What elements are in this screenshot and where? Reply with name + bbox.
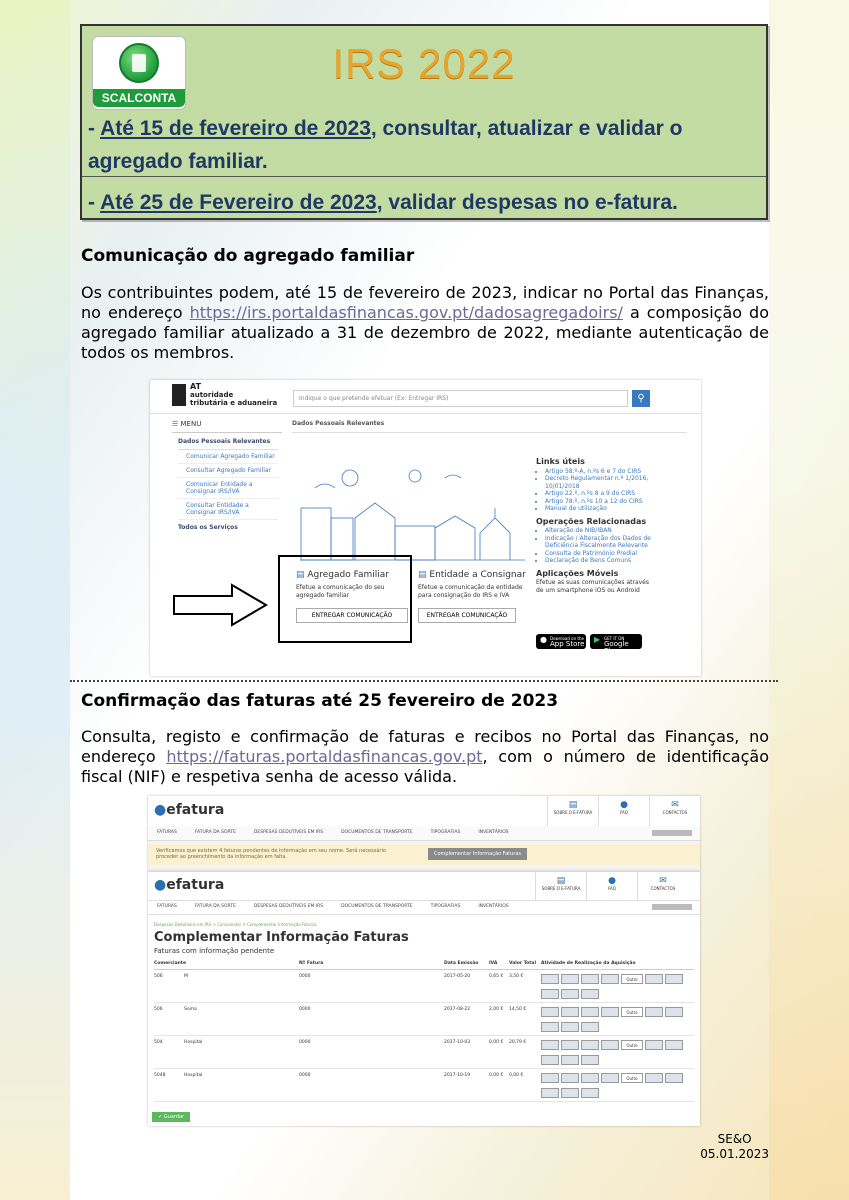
activity-icon[interactable] [601, 974, 619, 984]
top-link-label: FAQ [608, 886, 616, 891]
top-link-label: CONTACTOS [650, 886, 676, 891]
links-title: Links úteis [536, 457, 585, 466]
activity-icon[interactable] [581, 1073, 599, 1083]
efatura-screenshot [148, 796, 700, 1126]
at-breadcrumb: Dados Pessoais Relevantes [292, 416, 687, 433]
document-icon: ▤ [296, 570, 305, 580]
efatura-nav-back [148, 826, 700, 841]
section-heading-agregado: Comunicação do agregado familiar [81, 246, 415, 266]
efatura-brand [154, 877, 224, 893]
cell-num: 0000 [299, 1073, 311, 1078]
links-item[interactable]: • Artigo 22.º, n.ºs 8 a 9 do CIRS [545, 490, 654, 498]
card-entidade-title [418, 570, 530, 580]
save-button[interactable]: ✓ Guardar [152, 1112, 190, 1122]
activity-icon[interactable] [541, 989, 559, 999]
nav-item[interactable]: FATURA DA SORTE [194, 830, 236, 835]
ops-title: Operações Relacionadas [536, 516, 647, 526]
ops-list [536, 527, 654, 565]
efatura-main [148, 872, 700, 1126]
activity-icon[interactable] [665, 1040, 683, 1050]
banner-title: IRS 2022 [332, 40, 516, 87]
badge-small-text: GET IT ON [604, 636, 625, 641]
top-link[interactable] [547, 796, 598, 826]
column-header: Valor Total [509, 961, 536, 966]
activity-icon[interactable] [665, 974, 683, 984]
faq-icon: ● [620, 800, 628, 810]
top-link[interactable] [598, 796, 649, 826]
table-row [154, 1003, 694, 1036]
deadline-text-2: , validar despesas no e-fatura. [376, 191, 678, 214]
merchant-name: Soma [184, 1007, 197, 1012]
activity-icon[interactable] [601, 1040, 619, 1050]
page-title: Complementar Informação Faturas [154, 930, 409, 945]
table-row [154, 1036, 694, 1069]
top-link-label: FAQ [620, 810, 628, 815]
section-paragraph-agregado [81, 283, 769, 363]
google-play-badge[interactable] [590, 634, 642, 655]
nav-item[interactable]: INVENTÁRIOS [478, 904, 509, 909]
sidebar-item[interactable]: Comunicar Agregado Familiar [178, 450, 278, 464]
column-header: IVA [489, 961, 498, 966]
bullet-dash: - [88, 191, 101, 214]
merchant-cell [154, 974, 299, 1002]
table-header [154, 959, 694, 970]
hamburger-icon: ☰ [172, 420, 179, 428]
nav-item[interactable]: FATURAS [157, 830, 177, 835]
cell-num: 0000 [299, 1040, 311, 1045]
top-link-label: SOBRE O E-FATURA [541, 886, 581, 891]
at-logo-text [190, 383, 277, 407]
activity-selector [541, 1073, 694, 1101]
pending-notice [148, 844, 700, 866]
footer-initials: SE&O [717, 1132, 752, 1146]
activity-icon[interactable] [645, 1073, 663, 1083]
highlight-box [278, 555, 412, 643]
top-link-label: SOBRE O E-FATURA [553, 810, 593, 815]
activity-selector [541, 974, 694, 1002]
apps-text: Efetue as suas comunicações através de um smartphone iOS ou Android [536, 579, 649, 594]
activity-icon[interactable] [541, 1007, 559, 1017]
apps-title: Aplicações Móveis [536, 568, 619, 578]
sidebar-items [178, 450, 278, 520]
card-agregado-text: Efetue a comunicação do seu agregado familiar [296, 584, 385, 599]
sidebar-item[interactable]: Consultar Agregado Familiar [178, 464, 278, 478]
column-header: Atividade de Realização da Aquisição [541, 961, 636, 966]
deadline-text-1: , consultar, atualizar e validar o [370, 117, 683, 140]
efatura-header-back [148, 796, 700, 827]
cell-total: 3,50 € [509, 974, 524, 979]
merchant-nif: 506 [154, 974, 163, 979]
at-logo-line: AT [190, 382, 202, 391]
activity-icon[interactable] [581, 974, 599, 984]
cell-date: 2017-10-03 [444, 1040, 471, 1045]
links-item[interactable]: • Artigo 78.º, n.ºs 10 a 12 do CIRS [545, 498, 654, 506]
paragraph-text: Os contribuintes podem, até 15 de fevereiro de 2023, indicar no Portal das Finanças, no endereço [81, 283, 769, 322]
entregar-agregado-button[interactable]: ENTREGAR COMUNICAÇÃO [296, 608, 408, 623]
nav-item[interactable]: INVENTÁRIOS [478, 830, 509, 835]
activity-icon[interactable] [581, 1007, 599, 1017]
activity-icon[interactable] [581, 1088, 599, 1098]
at-logo-line: tributária e aduaneira [190, 399, 278, 407]
ops-item[interactable]: • Alteração de NIB/IBAN [545, 527, 654, 535]
merchant-name: M [184, 974, 188, 979]
cell-iva: 0,65 € [489, 974, 504, 979]
info-icon: ▤ [556, 876, 566, 886]
sidebar-item[interactable]: Comunicar Entidade a Consignar IRS/IVA [178, 478, 278, 499]
column-header: Data Emissão [444, 961, 479, 966]
footer-date: 05.01.2023 [700, 1147, 769, 1161]
efatura-header [148, 872, 700, 901]
activity-icon[interactable] [601, 1073, 619, 1083]
table-row [154, 970, 694, 1003]
efatura-logo-icon: ● [154, 877, 167, 893]
cell-date: 2017-08-22 [444, 1007, 471, 1012]
activity-icon[interactable] [541, 974, 559, 984]
app-store-badge[interactable] [536, 634, 586, 649]
badge-text: App Store [550, 640, 585, 648]
activity-selector [541, 1007, 694, 1035]
activity-icon[interactable] [561, 989, 579, 999]
links-list [536, 468, 654, 513]
badge-text: Google Play [604, 640, 629, 655]
deadline-text-1-cont: agregado familiar. [88, 150, 268, 173]
efatura-breadcrumb: Despesas Dedutíveis em IRS > Consumidor > Complementar Informação Faturas [154, 922, 317, 927]
activity-icon[interactable] [581, 1022, 599, 1032]
section-heading-faturas: Confirmação das faturas até 25 fevereiro de 2023 [81, 691, 559, 711]
activity-icon[interactable] [561, 1007, 579, 1017]
activity-icon[interactable] [561, 974, 579, 984]
card-title-text: Agregado Familiar [307, 570, 389, 580]
footer [700, 1132, 769, 1162]
at-logo-line: autoridade [190, 391, 234, 399]
ops-item[interactable]: • Declaração de Bens Comuns [545, 557, 654, 565]
page-subtitle: Faturas com informação pendente [154, 947, 275, 955]
background-left-edge [0, 0, 70, 1200]
menu-button[interactable] [172, 416, 282, 433]
activity-other-button[interactable]: Outro [621, 1007, 643, 1017]
activity-icon[interactable] [541, 1073, 559, 1083]
at-portal-screenshot [150, 380, 701, 676]
merchant-nif: 504 [154, 1040, 163, 1045]
nav-item[interactable]: FATURAS [157, 904, 177, 909]
card-entidade-text: Efetue a comunicação da entidade para consignação do IRS e IVA [418, 584, 523, 599]
nav-item[interactable]: TIPOGRAFIAS [430, 904, 461, 909]
badge-small-text: Download on the [550, 636, 584, 641]
activity-icon[interactable] [561, 1040, 579, 1050]
activity-icon[interactable] [665, 1007, 683, 1017]
activity-icon[interactable] [581, 1055, 599, 1065]
efatura-link[interactable]: https://faturas.portaldasfinancas.gov.pt [166, 747, 483, 766]
top-link[interactable] [586, 872, 637, 900]
ops-item[interactable]: • Consulta de Património Predial [545, 550, 654, 558]
ops-item[interactable]: • Indicação / Alteração dos Dados de Deficiência Fiscalmente Relevante [545, 535, 654, 550]
activity-other-button[interactable]: Outro [621, 1040, 643, 1050]
activity-icon[interactable] [581, 989, 599, 999]
activity-icon[interactable] [561, 1088, 579, 1098]
nav-search-box[interactable] [652, 904, 692, 910]
activity-icon[interactable] [561, 1022, 579, 1032]
paragraph-text: , com o número de identificação fiscal (NIF) e respetiva senha de acesso válida. [81, 747, 770, 786]
merchant-nif: 506 [154, 1007, 163, 1012]
links-item[interactable]: • Manual de utilização [545, 505, 654, 513]
mail-icon: ✉ [659, 876, 667, 886]
faq-icon: ● [608, 876, 616, 886]
activity-selector [541, 1040, 694, 1068]
merchant-cell [154, 1007, 299, 1035]
brand-text: efatura [166, 802, 225, 818]
merchant-cell [154, 1073, 299, 1101]
activity-icon[interactable] [561, 1055, 579, 1065]
activity-icon[interactable] [581, 1040, 599, 1050]
efatura-nav [148, 900, 700, 915]
nav-search-box[interactable] [652, 830, 692, 836]
cell-iva: 0,00 € [489, 1040, 504, 1045]
cell-iva: 0,00 € [489, 1073, 504, 1078]
section-paragraph-faturas [81, 727, 769, 787]
top-link[interactable] [649, 796, 700, 826]
activity-other-button[interactable]: Outro [621, 1073, 643, 1083]
activity-icon[interactable] [645, 1040, 663, 1050]
cell-total: 20,79 € [509, 1040, 527, 1045]
nav-item[interactable]: FATURA DA SORTE [194, 904, 236, 909]
banner-divider [82, 176, 766, 177]
save-label: Guardar [163, 1114, 185, 1120]
paragraph-text: a composição do agregado familiar atualizado a 31 de dezembro de 2022, mediante autenticação de todos os membros. [81, 303, 769, 362]
document-icon: ▤ [418, 570, 427, 580]
deadline-date-1: Até 15 de fevereiro de 2023 [100, 117, 371, 140]
activity-icon[interactable] [541, 1022, 559, 1032]
links-item[interactable]: • Artigo 58.º-A, n.ºs 6 e 7 do CIRS [545, 468, 654, 476]
top-link[interactable] [535, 872, 586, 900]
activity-icon[interactable] [665, 1073, 683, 1083]
activity-icon[interactable] [541, 1055, 559, 1065]
nav-item[interactable]: DOCUMENTOS DE TRANSPORTE [341, 904, 413, 909]
header-banner [80, 24, 768, 220]
activity-other-button[interactable]: Outro [621, 974, 643, 984]
at-logo-icon [172, 384, 186, 406]
at-search-input[interactable]: Indique o que pretende efetuar (Ex: Entregar IRS) [293, 390, 628, 407]
column-header: Nº Fatura [299, 961, 324, 966]
nav-item[interactable]: DOCUMENTOS DE TRANSPORTE [341, 830, 413, 835]
cell-date: 2017-05-20 [444, 974, 471, 979]
cell-iva: 2,00 € [489, 1007, 504, 1012]
info-icon: ▤ [568, 800, 578, 810]
logo-text: SCALCONTA [93, 89, 185, 107]
cell-total: 14,50 € [509, 1007, 527, 1012]
card-title-text: Entidade a Consignar [429, 570, 526, 580]
merchant-nif: 5048 [154, 1073, 166, 1078]
sidebar-all-services[interactable]: Todos os Serviços [178, 524, 238, 531]
city-illustration [295, 448, 530, 563]
cell-date: 2017-10-19 [444, 1073, 471, 1078]
activity-icon[interactable] [645, 1007, 663, 1017]
arrow-right-icon [172, 583, 268, 627]
efatura-top-links [547, 796, 700, 826]
paragraph-text: Consulta, registo e confirmação de faturas e recibos no Portal das Finanças, no endereço [81, 727, 769, 766]
nav-item[interactable]: DESPESAS DEDUTÍVEIS EM IRS [253, 830, 324, 835]
deadline-line-1 [88, 112, 760, 178]
mail-icon: ✉ [671, 800, 679, 810]
bullet-dash: - [88, 117, 101, 140]
sidebar-section[interactable]: Dados Pessoais Relevantes [178, 436, 278, 450]
deadline-line-2 [88, 186, 760, 219]
section-divider [70, 680, 778, 682]
merchant-name: Hospital [184, 1040, 203, 1045]
activity-icon[interactable] [561, 1073, 579, 1083]
nav-item[interactable]: TIPOGRAFIAS [430, 830, 461, 835]
merchant-cell [154, 1040, 299, 1068]
activity-icon[interactable] [645, 974, 663, 984]
notice-text: Verificamos que existem 4 faturas pendentes de informação em seu nome. Será necessário proceder ao preenchimento da informação em falta. [156, 848, 386, 860]
activity-icon[interactable] [541, 1088, 559, 1098]
sidebar-item[interactable]: Consultar Entidade a Consignar IRS/IVA [178, 499, 278, 520]
merchant-name: Hospital [184, 1073, 203, 1078]
background-right-edge [769, 0, 849, 1200]
search-icon[interactable]: ⚲ [632, 390, 650, 407]
at-sidebar [178, 436, 278, 535]
invoices-table [154, 959, 694, 1102]
cell-num: 0000 [299, 974, 311, 979]
card-entidade [418, 570, 530, 623]
at-header [150, 380, 701, 414]
complementar-button[interactable]: Complementar Informação Faturas [428, 848, 527, 860]
play-icon: ▶ [594, 635, 601, 644]
efatura-brand [154, 802, 224, 818]
activity-icon[interactable] [541, 1040, 559, 1050]
column-header: Comerciante [154, 961, 187, 966]
agregado-link[interactable]: https://irs.portaldasfinancas.gov.pt/dadosagregadoirs/ [189, 303, 623, 322]
cell-num: 0000 [299, 1007, 311, 1012]
links-item[interactable]: • Decreto Regulamentar n.º 1/2016, 10/01/2018 [545, 475, 654, 490]
deadline-date-2: Até 25 de Fevereiro de 2023 [100, 191, 377, 214]
cell-total: 0,00 € [509, 1073, 524, 1078]
entregar-entidade-button[interactable]: ENTREGAR COMUNICAÇÃO [418, 608, 516, 623]
menu-label: MENU [180, 420, 202, 428]
brand-text: efatura [166, 877, 225, 893]
nav-item[interactable]: DESPESAS DEDUTÍVEIS EM IRS [253, 904, 324, 909]
at-right-column [536, 458, 654, 594]
top-link-label: CONTACTOS [662, 810, 688, 815]
efatura-top-links [535, 872, 688, 900]
activity-icon[interactable] [601, 1007, 619, 1017]
apple-icon: ● [540, 635, 547, 644]
efatura-logo-icon: ● [154, 802, 167, 818]
table-row [154, 1069, 694, 1102]
top-link[interactable] [637, 872, 688, 900]
